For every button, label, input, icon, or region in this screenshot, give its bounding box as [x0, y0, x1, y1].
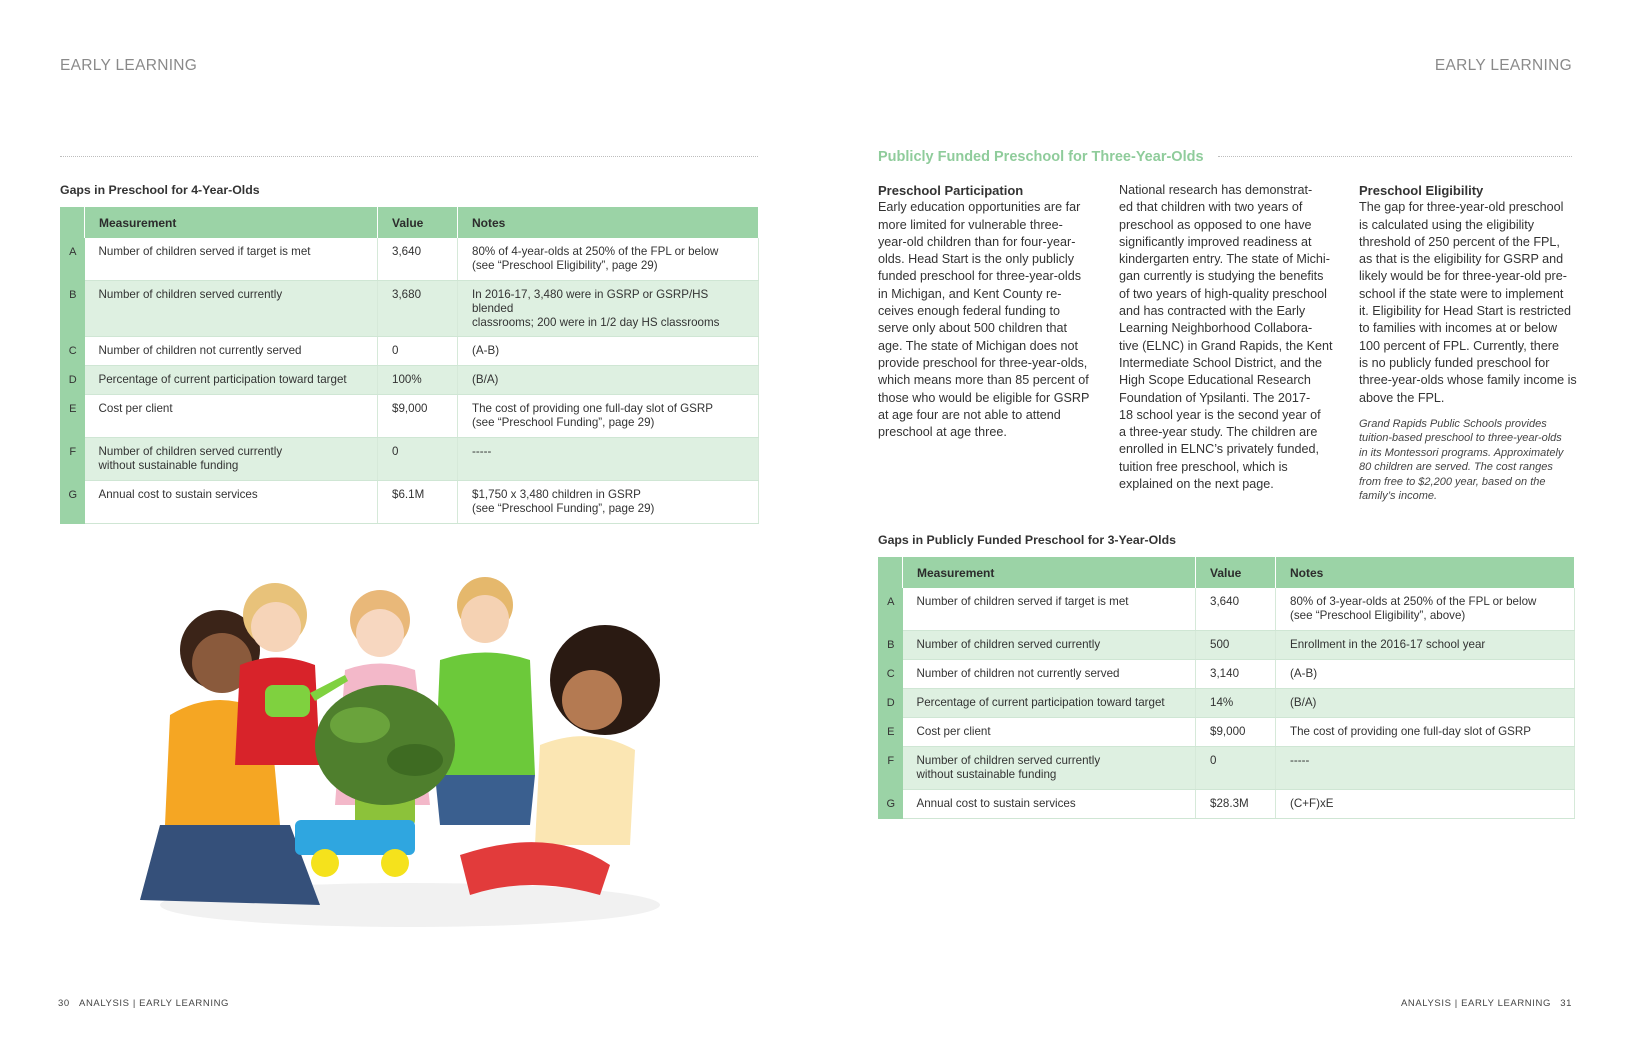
row-letter: D: [879, 689, 903, 718]
measurement-cell: Annual cost to sustain services: [903, 790, 1196, 819]
subhead-preschool-eligibility: Preschool Eligibility: [1359, 183, 1484, 198]
measurement-cell: Cost per client: [85, 395, 378, 438]
column-preschool-participation: [878, 182, 1098, 441]
col3-body: [1359, 199, 1579, 407]
text-line: a three-year study. The children are: [1119, 425, 1318, 440]
text-line: Intermediate School District, and the: [1119, 355, 1323, 370]
running-head-right: EARLY LEARNING: [1434, 57, 1572, 74]
measurement-cell: Percentage of current participation toward target: [903, 689, 1196, 718]
notes-line: (A-B): [1290, 667, 1318, 680]
text-line: in its Montessori programs. Approximately: [1359, 446, 1564, 459]
value-cell: 3,640: [1196, 588, 1276, 631]
notes-line: In 2016-17, 3,480 were in GSRP or GSRP/HS blended: [472, 288, 709, 315]
measurement-cell: [903, 747, 1196, 790]
row-letter: G: [61, 481, 85, 524]
running-head-left: EARLY LEARNING: [60, 57, 198, 74]
text-line: school if the state were to implement: [1359, 286, 1564, 301]
footer-left: [58, 998, 229, 1009]
value-cell: 0: [378, 438, 458, 481]
measurement-header: Measurement: [85, 208, 378, 238]
table-row: [879, 631, 1575, 660]
measurement-line: Number of children served currently: [98, 445, 283, 458]
measurement-line: Number of children served currently: [916, 754, 1101, 767]
row-letter: A: [61, 238, 85, 281]
text-line: kindergarten entry. The state of Michi-: [1119, 252, 1330, 267]
row-letter: F: [61, 438, 85, 481]
row-letter: D: [61, 366, 85, 395]
col3-note: [1359, 417, 1579, 504]
text-line: 18 school year is the second year of: [1119, 407, 1321, 422]
table-row: [61, 366, 759, 395]
notes-header: Notes: [1276, 558, 1575, 588]
potted-plant: [315, 685, 455, 830]
value-cell: 14%: [1196, 689, 1276, 718]
measurement-cell: Number of children not currently served: [903, 660, 1196, 689]
notes-cell: [1276, 660, 1575, 689]
measurement-cell: Number of children not currently served: [85, 337, 378, 366]
text-line: 80 children are served. The cost ranges: [1359, 461, 1553, 474]
text-line: family’s income.: [1359, 490, 1438, 503]
column-preschool-eligibility: [1359, 182, 1579, 504]
text-line: of two years of high-quality preschool: [1119, 286, 1327, 301]
text-line: National research has demonstrat-: [1119, 183, 1313, 197]
section-divider-left: [60, 156, 758, 157]
value-cell: 0: [1196, 747, 1276, 790]
value-cell: $6.1M: [378, 481, 458, 524]
notes-line: -----: [1290, 754, 1310, 767]
text-line: olds. Head Start is the only publicly: [878, 252, 1075, 267]
text-line: more limited for vulnerable three-: [878, 217, 1063, 232]
notes-line: (C+F)xE: [1290, 797, 1334, 810]
text-line: gan currently is studying the benefits: [1119, 269, 1324, 284]
text-line: year-old children than for four-year-: [878, 234, 1076, 249]
text-line: The gap for three-year-old preschool: [1359, 200, 1564, 215]
text-line: 100 percent of FPL. Currently, there: [1359, 338, 1559, 353]
text-line: tuition free preschool, which is: [1119, 459, 1288, 474]
text-line: explained on the next page.: [1119, 477, 1274, 492]
notes-cell: [458, 395, 759, 438]
notes-cell: [458, 337, 759, 366]
column-national-research: [1119, 182, 1339, 493]
table-row: [61, 337, 759, 366]
table-row: [879, 747, 1575, 790]
notes-line: (A-B): [472, 344, 500, 357]
row-letter: A: [879, 588, 903, 631]
col2-body: [1119, 182, 1339, 493]
text-line: is calculated using the eligibility: [1359, 217, 1535, 232]
table-row: [879, 588, 1575, 631]
right-page: [816, 0, 1632, 1056]
measurement-cell: Number of children served currently: [903, 631, 1196, 660]
table-header-row: [61, 208, 759, 238]
table-caption-4yo: Gaps in Preschool for 4-Year-Olds: [60, 183, 260, 197]
table-header-row: [879, 558, 1575, 588]
notes-line: (B/A): [472, 373, 499, 386]
text-line: to families with incomes at or below: [1359, 321, 1558, 336]
text-line: tive (ELNC) in Grand Rapids, the Kent: [1119, 338, 1333, 353]
value-cell: 3,640: [378, 238, 458, 281]
row-letter: C: [61, 337, 85, 366]
notes-line: The cost of providing one full-day slot of GSRP: [472, 402, 714, 415]
notes-line: 80% of 3-year-olds at 250% of the FPL or below: [1290, 594, 1537, 608]
gaps-table-3yo: [878, 557, 1575, 819]
notes-line: classrooms; 200 were in 1/2 day HS classrooms: [472, 316, 720, 329]
value-header: Value: [378, 208, 458, 238]
child-red-shirt: [235, 583, 320, 765]
notes-cell: [1276, 689, 1575, 718]
child-green-shirt: [435, 577, 535, 825]
text-line: tuition-based preschool to three-year-olds: [1359, 432, 1562, 445]
notes-cell: [1276, 790, 1575, 819]
table-row: [61, 281, 759, 337]
measurement-cell: Cost per client: [903, 718, 1196, 747]
value-cell: 500: [1196, 631, 1276, 660]
measurement-cell: [85, 438, 378, 481]
notes-cell: [1276, 718, 1575, 747]
text-line: significantly improved readiness at: [1119, 234, 1312, 249]
notes-line: (see “Preschool Eligibility”, above): [1290, 608, 1466, 622]
row-letter: G: [879, 790, 903, 819]
measurement-cell: Number of children served if target is met: [903, 588, 1196, 631]
text-line: above the FPL.: [1359, 390, 1445, 405]
notes-cell: [458, 481, 759, 524]
page-number-left: 30: [58, 998, 70, 1009]
measurement-cell: Number of children served currently: [85, 281, 378, 337]
text-line: those who would be eligible for GSRP: [878, 390, 1090, 405]
value-cell: $9,000: [378, 395, 458, 438]
subhead-preschool-participation: Preschool Participation: [878, 183, 1024, 198]
notes-line: (B/A): [1290, 696, 1317, 709]
notes-line: (see “Preschool Funding”, page 29): [472, 416, 655, 429]
measurement-header: Measurement: [903, 558, 1196, 588]
text-line: Foundation of Ypsilanti. The 2017-: [1119, 390, 1311, 405]
text-line: funded preschool for three-year-olds: [878, 269, 1082, 284]
notes-line: $1,750 x 3,480 children in GSRP: [472, 488, 641, 501]
text-line: High Scope Educational Research: [1119, 373, 1311, 388]
col1-body: [878, 199, 1098, 441]
notes-cell: [458, 366, 759, 395]
notes-cell: [458, 438, 759, 481]
notes-line: -----: [472, 445, 492, 458]
notes-cell: [1276, 747, 1575, 790]
text-line: enrolled in ELNC’s privately funded,: [1119, 442, 1319, 457]
measurement-line: without sustainable funding: [98, 459, 239, 472]
value-cell: 3,680: [378, 281, 458, 337]
text-line: provide preschool for three-year-olds,: [878, 355, 1088, 370]
measurement-cell: Percentage of current participation toward target: [85, 366, 378, 395]
value-cell: 0: [378, 337, 458, 366]
text-line: Early education opportunities are far: [878, 200, 1081, 215]
row-letter: B: [61, 281, 85, 337]
table-row: [61, 438, 759, 481]
table-row: [61, 481, 759, 524]
text-line: at age four are not able to attend: [878, 407, 1061, 422]
text-line: preschool at age three.: [878, 425, 1007, 440]
text-line: Learning Neighborhood Collabora-: [1119, 321, 1313, 336]
text-line: serve only about 500 children that: [878, 321, 1068, 336]
toy-cart: [295, 820, 415, 877]
value-cell: 100%: [378, 366, 458, 395]
row-letter: B: [879, 631, 903, 660]
gaps-table-4yo: [60, 207, 759, 524]
row-letter: F: [879, 747, 903, 790]
measurement-cell: Number of children served if target is met: [85, 238, 378, 281]
text-line: it. Eligibility for Head Start is restricted: [1359, 304, 1572, 319]
value-cell: 3,140: [1196, 660, 1276, 689]
value-cell: $28.3M: [1196, 790, 1276, 819]
section-title: Publicly Funded Preschool for Three-Year-Olds: [878, 149, 1204, 165]
row-letter: E: [879, 718, 903, 747]
text-line: threshold of 250 percent of the FPL,: [1359, 234, 1560, 249]
measurement-cell: Annual cost to sustain services: [85, 481, 378, 524]
measurement-line: without sustainable funding: [916, 768, 1057, 781]
notes-line: The cost of providing one full-day slot of GSRP: [1290, 725, 1532, 738]
footer-right: [1401, 998, 1572, 1009]
text-line: ed that children with two years of: [1119, 200, 1303, 215]
children-gardening-photo: [130, 575, 690, 940]
notes-cell: [458, 238, 759, 281]
page-number-right: 31: [1560, 998, 1572, 1009]
notes-cell: [1276, 588, 1575, 631]
row-letter: C: [879, 660, 903, 689]
text-line: Grand Rapids Public Schools provides: [1359, 417, 1547, 430]
letter-header: [61, 208, 85, 238]
notes-line: (see “Preschool Funding”, page 29): [472, 502, 655, 515]
row-letter: E: [61, 395, 85, 438]
table-row: [879, 660, 1575, 689]
text-line: is no publicly funded preschool for: [1359, 355, 1550, 370]
text-line: preschool as opposed to one have: [1119, 217, 1312, 232]
table-row: [879, 689, 1575, 718]
table-row: [879, 718, 1575, 747]
table-row: [61, 238, 759, 281]
section-divider-right: [1218, 156, 1572, 157]
text-line: as that is the eligibility for GSRP and: [1359, 252, 1564, 267]
footer-text-right: ANALYSIS | EARLY LEARNING: [1400, 998, 1551, 1009]
notes-line: Enrollment in the 2016-17 school year: [1290, 638, 1486, 651]
text-line: ceives enough federal funding to: [878, 304, 1061, 319]
footer-text-left: ANALYSIS | EARLY LEARNING: [79, 998, 230, 1009]
letter-header: [879, 558, 903, 588]
text-line: which means more than 85 percent of: [878, 373, 1089, 388]
text-line: likely would be for three-year-old pre-: [1359, 269, 1567, 284]
text-line: age. The state of Michigan does not: [878, 338, 1078, 353]
notes-line: (see “Preschool Eligibility”, page 29): [472, 258, 658, 272]
value-cell: $9,000: [1196, 718, 1276, 747]
text-line: in Michigan, and Kent County re-: [878, 286, 1062, 301]
value-header: Value: [1196, 558, 1276, 588]
text-line: three-year-olds whose family income is: [1359, 373, 1577, 388]
notes-header: Notes: [458, 208, 759, 238]
text-line: and has contracted with the Early: [1119, 304, 1306, 319]
notes-cell: [1276, 631, 1575, 660]
notes-line: 80% of 4-year-olds at 250% of the FPL or below: [472, 244, 719, 258]
notes-cell: [458, 281, 759, 337]
table-caption-3yo: Gaps in Publicly Funded Preschool for 3-Year-Olds: [878, 533, 1176, 547]
table-row: [61, 395, 759, 438]
text-line: from free to $2,200 year, based on the: [1359, 475, 1546, 488]
table-row: [879, 790, 1575, 819]
